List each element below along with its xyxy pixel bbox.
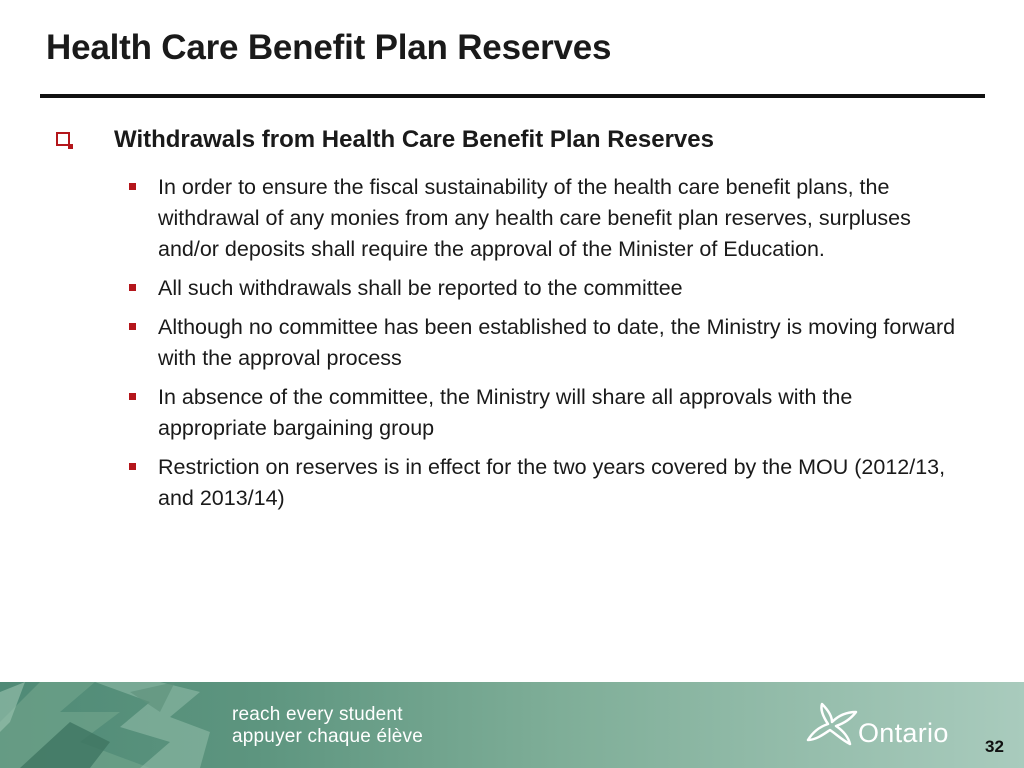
red-square-bullet-icon <box>129 183 136 190</box>
list-item-text: All such withdrawals shall be reported to the committee <box>158 276 683 300</box>
list-item <box>126 273 956 304</box>
ontario-logo-text: Ontario <box>858 718 949 748</box>
list-item <box>126 452 956 514</box>
leaf-graphic-icon <box>0 682 240 768</box>
tagline <box>232 704 423 748</box>
page-number: 32 <box>985 737 1004 756</box>
slide-title: Health Care Benefit Plan Reserves <box>46 28 612 67</box>
footer-banner <box>0 682 1024 768</box>
tagline-french: appuyer chaque élève <box>232 726 423 747</box>
list-item-text: Restriction on reserves is in effect for the two years covered by the MOU (2012/13, and 2013/14) <box>158 455 946 510</box>
list-item-text: In absence of the committee, the Ministry will share all approvals with the appropriate bargaining group <box>158 385 853 440</box>
list-item-text: Although no committee has been established to date, the Ministry is moving forward with the approval process <box>158 315 956 370</box>
list-item <box>126 312 956 374</box>
tagline-english: reach every student <box>232 704 403 725</box>
list-item-text: In order to ensure the fiscal sustainability of the health care benefit plans, the withdrawal of any monies from any health care benefit plan reserves, surpluses and/or deposits shall require the approval of the Minister of Education. <box>158 175 911 261</box>
trillium-icon <box>800 700 860 750</box>
title-divider <box>40 94 985 98</box>
red-square-bullet-icon <box>129 284 136 291</box>
checkbox-square-icon <box>56 132 70 146</box>
red-square-bullet-icon <box>129 323 136 330</box>
sub-bullet-list <box>126 172 956 522</box>
list-item <box>126 172 956 265</box>
list-item <box>126 382 956 444</box>
main-bullet-heading: Withdrawals from Health Care Benefit Plan Reserves <box>114 126 714 153</box>
red-square-bullet-icon <box>129 463 136 470</box>
red-square-bullet-icon <box>129 393 136 400</box>
